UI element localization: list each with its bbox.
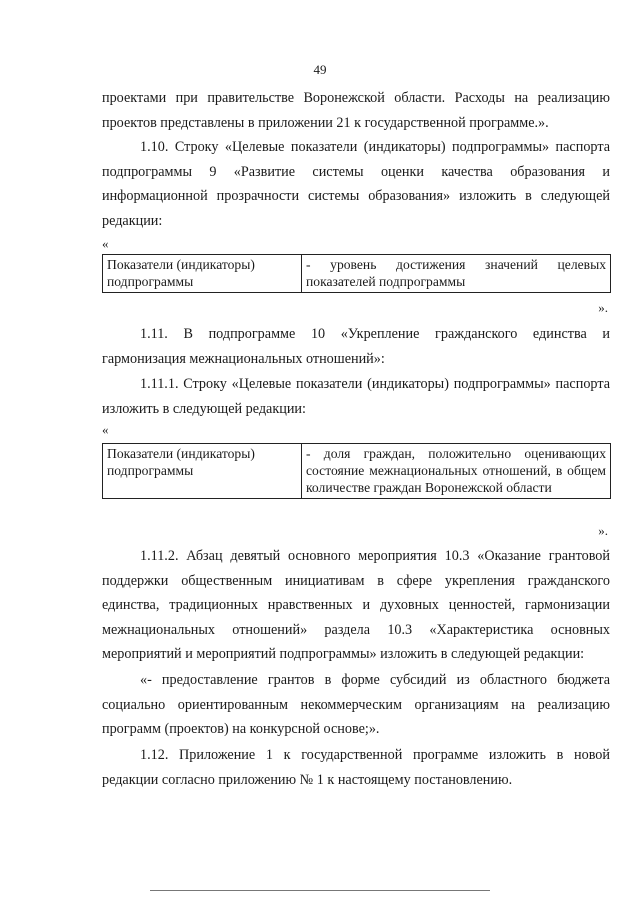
page-number: 49 [313, 62, 327, 77]
paragraph-1-10: 1.10. Строку «Целевые показатели (индикаторы) подпрограммы» паспорта подпрограммы 9 «Развитие системы оценки качества образования и информационной прозрачности системы образования» изложить в следующей редакции: [102, 139, 610, 229]
passport-table-subprogram-9 [102, 254, 611, 293]
passport-table-subprogram-10 [102, 443, 611, 499]
table-cell-indicators-value: - уровень достижения значений целевых показателей подпрограммы [302, 255, 611, 293]
table-row [103, 444, 611, 499]
table-cell-indicators-label: Показатели (индикаторы) подпрограммы [103, 444, 302, 499]
table-cell-indicators-label: Показатели (индикаторы) подпрограммы [103, 255, 302, 293]
paragraph-1-12: 1.12. Приложение 1 к государственной программе изложить в новой редакции согласно приложению № 1 к настоящему постановлению. [102, 747, 610, 788]
quote-open-1: « [102, 236, 109, 251]
paragraph-projects-expenses: проектами при правительстве Воронежской области. Расходы на реализацию проектов представлены в приложении 21 к государственной программе.». [102, 90, 610, 131]
quote-open-2: « [102, 422, 109, 437]
table-row [103, 255, 611, 293]
paragraph-grant-provision: «- предоставление грантов в форме субсидий из областного бюджета социально ориентированным некоммерческим организациям на реализацию программ (проектов) на конкурсной основе;». [102, 672, 610, 737]
table-cell-indicators-value: - доля граждан, положительно оценивающих состояние межнациональных отношений, в общем количестве граждан Воронежской области [302, 444, 611, 499]
bottom-divider [150, 890, 490, 891]
paragraph-1-11: 1.11. В подпрограмме 10 «Укрепление гражданского единства и гармонизация межнациональных отношений»: [102, 326, 610, 367]
quote-close-2: ». [598, 523, 608, 538]
paragraph-1-11-1: 1.11.1. Строку «Целевые показатели (индикаторы) подпрограммы» паспорта изложить в следующей редакции: [102, 376, 610, 417]
paragraph-1-11-2: 1.11.2. Абзац девятый основного мероприятия 10.3 «Оказание грантовой поддержки общественным инициативам в сфере укрепления гражданского единства, традиционных нравственных и духовных ценностей, гармонизации межнациональных отношений» раздела 10.3 «Характеристика основных мероприятий и мероприятий подпрограммы» изложить в следующей редакции: [102, 548, 610, 662]
quote-close-1: ». [598, 300, 608, 315]
